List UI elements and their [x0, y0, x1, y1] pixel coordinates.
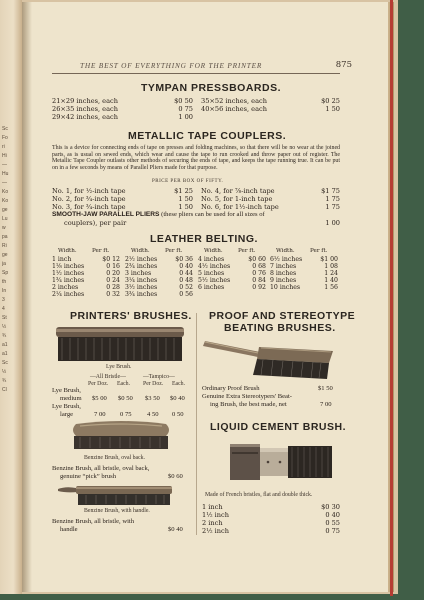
- belting-price: 0 84: [252, 277, 266, 285]
- each-header: Each.: [117, 381, 131, 387]
- belting-row: [52, 270, 120, 278]
- proof-line-2b: ing Brush, the best made, net: [210, 401, 287, 408]
- couplers-heading: METALLIC TAPE COUPLERS.: [128, 130, 287, 142]
- belting-row: [125, 284, 193, 292]
- belting-row: [270, 277, 338, 285]
- proof-brush-illustration: [203, 333, 339, 381]
- lye-medium-label-1: Lye Brush,: [52, 387, 81, 394]
- belting-column: [270, 248, 338, 292]
- belting-row: [198, 256, 266, 263]
- belting-price: $0 12: [102, 256, 120, 263]
- belting-price: 1 24: [324, 270, 338, 278]
- coupler-price: 1 50: [178, 203, 193, 211]
- belting-row: [125, 291, 193, 299]
- belting-width: 4 inches: [198, 256, 225, 263]
- coupler-price: 1 75: [325, 203, 340, 211]
- cement-price: 0 75: [325, 527, 340, 535]
- belting-price: 1 56: [324, 284, 338, 292]
- belting-width: 3¼ inches: [125, 277, 158, 285]
- oval-benzine-brush-illustration: [68, 420, 174, 452]
- lye-brush-caption: Lye Brush.: [106, 364, 132, 370]
- handle-brush-price: $0 40: [168, 526, 183, 533]
- pressboard-size: 21×29 inches, each: [52, 97, 118, 105]
- belting-price: 0 40: [179, 263, 193, 271]
- previous-page-fragment: —: [2, 180, 7, 186]
- lye-medium-price: $0 50: [118, 395, 133, 402]
- proof-heading-line-1: PROOF AND STEREOTYPE: [209, 310, 356, 322]
- per-doz-header: Per Doz.: [88, 381, 109, 387]
- previous-page-fragment: Sc: [2, 126, 8, 132]
- pliers-text: (these pliers can be used for all sizes of: [161, 211, 265, 218]
- proof-line-1: Ordinary Proof Brush: [202, 385, 260, 392]
- previous-page-fragment: Hu: [2, 171, 9, 177]
- pressboard-size: 40×56 inches, each: [201, 105, 267, 113]
- belting-width: 9 inches: [270, 277, 297, 285]
- lye-brush-illustration: [54, 325, 186, 363]
- belting-row: [198, 263, 266, 271]
- handle-brush-caption: Benzine Brush, with handle.: [84, 508, 150, 514]
- cement-price: 0 55: [325, 519, 340, 527]
- coupler-price: 1 75: [325, 195, 340, 203]
- previous-page-fragment: ge: [2, 207, 8, 213]
- belting-row: [270, 284, 338, 292]
- coupler-label: No. 2, for ¾-inch tape: [52, 195, 126, 203]
- belting-width: 6 inches: [198, 284, 225, 292]
- coupler-row: [201, 195, 340, 203]
- oval-brush-label-1: Benzine Brush, all bristle, oval back,: [52, 465, 150, 472]
- running-header: [52, 60, 352, 74]
- previous-page-fragment: Ko: [2, 198, 9, 204]
- belting-price: 0 48: [179, 277, 193, 285]
- belting-width: 1 inch: [52, 256, 72, 263]
- belting-row: [270, 270, 338, 278]
- previous-page-fragment: a1: [2, 342, 8, 348]
- pressboard-row: [52, 113, 193, 121]
- belting-width: 1½ inches: [52, 270, 85, 278]
- belting-price: 1 40: [324, 277, 338, 285]
- running-header-title: THE BEST OF EVERYTHING FOR THE PRINTER: [80, 61, 263, 70]
- cement-brush-illustration: [230, 438, 334, 490]
- cement-price: $0 30: [321, 503, 340, 511]
- pressboard-row: [52, 97, 193, 105]
- lye-medium-label-2: medium: [60, 395, 82, 402]
- brushes-heading: PRINTERS' BRUSHES.: [70, 310, 192, 322]
- pliers-name: SMOOTH-JAW PARALLEL PLIERS: [52, 211, 160, 218]
- pressboard-price: 0 75: [178, 105, 193, 113]
- belting-price: 0 24: [106, 277, 120, 285]
- belting-column: [52, 248, 120, 299]
- belting-row: [52, 284, 120, 292]
- handle-benzine-brush-illustration: [56, 483, 176, 507]
- belting-width: 2 inches: [52, 284, 79, 292]
- belting-row: [52, 256, 120, 263]
- belting-price-header: Per ft.: [238, 248, 256, 254]
- previous-page-fragment: Sc: [2, 360, 8, 366]
- coupler-label: No. 6, for 1½-inch tape: [201, 203, 279, 211]
- lye-medium-price: $0 40: [170, 395, 185, 402]
- belting-row: [125, 277, 193, 285]
- page-number: 875: [335, 60, 352, 70]
- pressboard-size: 26×35 inches, each: [52, 105, 118, 113]
- previous-page-fragment: a1: [2, 351, 8, 357]
- previous-page-fragment: 3: [2, 297, 5, 303]
- coupler-price: 1 50: [178, 195, 193, 203]
- lye-large-price: 0 75: [120, 411, 132, 418]
- proof-price-1: $1 50: [318, 385, 333, 392]
- belting-row: [270, 256, 338, 263]
- pliers-price-row: [64, 219, 340, 227]
- lye-medium-price: $5 00: [92, 395, 107, 402]
- belting-price: 0 28: [106, 284, 120, 292]
- belting-price: $0 60: [248, 256, 266, 263]
- pliers-price: 1 00: [325, 219, 340, 227]
- cement-row: [202, 503, 340, 511]
- lye-large-price: 7 00: [94, 411, 106, 418]
- previous-page-fragment: Ri: [2, 243, 7, 249]
- cement-row: [202, 527, 340, 535]
- belting-heading: LEATHER BELTING.: [150, 233, 258, 245]
- proof-line-2a: Genuine Extra Stereotypers' Beat-: [202, 393, 292, 400]
- belting-row: [125, 263, 193, 271]
- belting-width: 6½ inches: [270, 256, 303, 263]
- cement-size: 1½ inch: [202, 511, 229, 519]
- lye-large-price: 0 50: [172, 411, 184, 418]
- belting-column: [198, 248, 266, 292]
- pressboard-price: $0 50: [174, 97, 193, 105]
- lye-medium-price: $3 50: [145, 395, 160, 402]
- previous-page-fragment: ri: [2, 144, 5, 150]
- previous-page-fragment: Ko: [2, 189, 9, 195]
- pressboard-row: [52, 105, 193, 113]
- belting-price: 0 44: [179, 270, 193, 278]
- belting-price: 0 56: [179, 291, 193, 299]
- belting-width-header: Width.: [58, 248, 77, 254]
- cement-row: [202, 519, 340, 527]
- belting-row: [198, 270, 266, 278]
- previous-page-fragment: St: [2, 315, 7, 321]
- belting-width: 3 inches: [125, 270, 152, 278]
- previous-page-fragment: Cl: [2, 387, 7, 393]
- previous-page-fragment: —: [2, 162, 7, 168]
- belting-price: 0 92: [252, 284, 266, 292]
- belting-price: 0 16: [106, 263, 120, 271]
- belting-width: 4½ inches: [198, 263, 231, 271]
- column-divider: [196, 313, 197, 535]
- belting-price-header: Per ft.: [92, 248, 110, 254]
- belting-price: 0 68: [252, 263, 266, 271]
- belting-price: 0 20: [106, 270, 120, 278]
- header-rule: [52, 73, 340, 74]
- oval-brush-price: $0 60: [168, 473, 183, 480]
- belting-price: $0 36: [175, 256, 193, 263]
- previous-page-fragment: Fo: [2, 135, 8, 141]
- previous-page-fragment: Hi: [2, 153, 7, 159]
- previous-page-fragment: th: [2, 279, 7, 285]
- pressboard-size: 29×42 inches, each: [52, 113, 118, 121]
- previous-page-fragment: Sp: [2, 270, 9, 276]
- coupler-row: [52, 203, 193, 211]
- cement-row: [202, 511, 340, 519]
- tampico-header: —Tampico—: [143, 374, 175, 380]
- pressboard-price: $0 25: [321, 97, 340, 105]
- cement-size: 2 inch: [202, 519, 223, 527]
- belting-price-header: Per ft.: [310, 248, 328, 254]
- cement-heading: LIQUID CEMENT BRUSH.: [210, 421, 346, 433]
- couplers-price-note: PRICE PER BOX OF FIFTY.: [152, 179, 224, 184]
- handle-brush-label-1: Benzine Brush, all bristle, with: [52, 518, 135, 525]
- proof-price-2: 7 00: [320, 401, 332, 408]
- belting-row: [52, 291, 120, 299]
- belting-width: 3¾ inches: [125, 291, 158, 299]
- pressboards-heading: TYMPAN PRESSBOARDS.: [141, 82, 281, 94]
- lye-large-label-2: large: [60, 411, 74, 418]
- belting-column-header: [52, 248, 110, 256]
- pressboard-price: 1 50: [325, 105, 340, 113]
- belting-row: [198, 284, 266, 292]
- previous-page-fragment: pa: [2, 234, 8, 240]
- previous-page-fragment: ¾: [2, 333, 7, 339]
- pressboard-price: 1 00: [178, 113, 193, 121]
- belting-price: 1 08: [324, 263, 338, 271]
- belting-width: 1¾ inches: [52, 277, 85, 285]
- belting-row: [52, 263, 120, 271]
- coupler-label: No. 3, for ¾-inch tape: [52, 203, 126, 211]
- coupler-label: No. 5, for 1-inch tape: [201, 195, 273, 203]
- pressboard-row: [201, 105, 340, 113]
- couplers-description: This is a device for connecting ends of tape on presses and folding machines, so that there will be no wear at the joined parts, as is usual on sewed ends, which wear and cause the tape to run crooked and throw paper out of register. The Metallic Tape Coupler outlasts other methods of securing the ends of tape, and keeps the tape running true. It can be put on in a few seconds by means of Parallel Pliers made for that purpose.: [52, 145, 340, 171]
- belting-width: 2¼ inches: [52, 291, 85, 299]
- coupler-price: $1 75: [321, 187, 340, 195]
- belting-column-header: [270, 248, 328, 256]
- belting-row: [125, 256, 193, 263]
- cement-price: 0 40: [325, 511, 340, 519]
- belting-width: 8 inches: [270, 270, 297, 278]
- proof-heading-line-2: BEATING BRUSHES.: [224, 322, 336, 334]
- previous-page-fragment: In: [2, 288, 7, 294]
- belting-price: 0 32: [106, 291, 120, 299]
- previous-page-fragment: ge: [2, 252, 8, 258]
- belting-price-header: Per ft.: [165, 248, 183, 254]
- belting-column-header: [125, 248, 183, 256]
- pliers-line: [52, 211, 265, 219]
- coupler-price: $1 25: [174, 187, 193, 195]
- cement-size: 2½ inch: [202, 527, 229, 535]
- cement-brush-caption: Made of French bristles, flat and double thick.: [205, 492, 313, 498]
- pliers-text-2: couplers), per pair: [64, 219, 127, 227]
- coupler-row: [201, 187, 340, 195]
- coupler-row: [201, 203, 340, 211]
- belting-column: [125, 248, 193, 299]
- belting-price: $1 00: [320, 256, 338, 263]
- coupler-label: No. 4, for ⅞-inch tape: [201, 187, 275, 195]
- previous-page-fragment: ja: [2, 261, 6, 267]
- belting-width-header: Width.: [204, 248, 223, 254]
- cement-size: 1 inch: [202, 503, 223, 511]
- lye-large-label-1: Lye Brush,: [52, 403, 81, 410]
- pressboard-size: 35×52 inches, each: [201, 97, 267, 105]
- previous-page-fragment: Lu: [2, 216, 8, 222]
- pressboard-row: [201, 97, 340, 105]
- all-bristle-header: —All Bristle—: [90, 374, 126, 380]
- belting-width-header: Width.: [131, 248, 150, 254]
- belting-column-header: [198, 248, 256, 256]
- belting-row: [198, 277, 266, 285]
- belting-row: [125, 270, 193, 278]
- belting-row: [52, 277, 120, 285]
- previous-page-fragment: ½: [2, 369, 7, 375]
- coupler-label: No. 1, for ½-inch tape: [52, 187, 126, 195]
- per-doz-header-2: Per Doz.: [143, 381, 164, 387]
- belting-width: 2¾ inches: [125, 263, 158, 271]
- belting-width: 3½ inches: [125, 284, 158, 292]
- belting-width: 1⅛ inches: [52, 263, 85, 271]
- page-gutter-shadow: [22, 2, 32, 592]
- belting-width: 5½ inches: [198, 277, 231, 285]
- belting-row: [270, 263, 338, 271]
- belting-width: 10 inches: [270, 284, 301, 292]
- coupler-row: [52, 195, 193, 203]
- oval-brush-label-2: genuine “pick” brush: [60, 473, 117, 480]
- belting-price: 0 76: [252, 270, 266, 278]
- coupler-row: [52, 187, 193, 195]
- lye-large-price: 4 50: [147, 411, 159, 418]
- belting-width-header: Width.: [276, 248, 295, 254]
- belting-width: 2½ inches: [125, 256, 158, 263]
- previous-page-fragment: ¾: [2, 378, 7, 384]
- each-header-2: Each.: [172, 381, 186, 387]
- belting-price: 0 52: [179, 284, 193, 292]
- handle-brush-label-2: handle: [60, 526, 78, 533]
- oval-brush-caption: Benzine Brush, oval back.: [84, 455, 146, 461]
- previous-page-fragment: ½: [2, 324, 7, 330]
- belting-width: 7 inches: [270, 263, 297, 271]
- red-page-edge: [390, 0, 393, 596]
- previous-page-fragment: w: [2, 225, 6, 231]
- belting-width: 5 inches: [198, 270, 225, 278]
- previous-page-fragment: 4: [2, 306, 5, 312]
- previous-page-text-fragments: [2, 125, 20, 395]
